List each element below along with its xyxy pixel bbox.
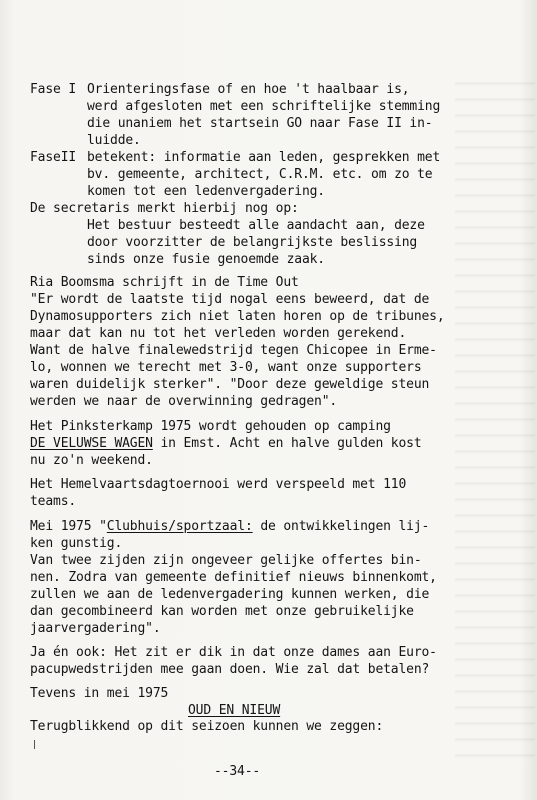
clubhuis-line1-pre: Mei 1975 " bbox=[30, 519, 107, 534]
fase2-lead: FaseII bbox=[30, 150, 77, 165]
timeout-line4: maar dat kan nu tot het verleden worden gerekend. bbox=[30, 326, 407, 341]
clubhuis-line2: ken gunstig. bbox=[30, 536, 123, 551]
fase1-line1: Orienteringsfase of en hoe 't haalbaar is, bbox=[87, 82, 410, 97]
oud-en-nieuw-heading: OUD EN NIEUW bbox=[188, 703, 281, 718]
fase1-line2: werd afgesloten met een schriftelijke stemming bbox=[87, 99, 441, 114]
timeout-line2: "Er wordt de laatste tijd nogal eens beweerd, dat de bbox=[30, 292, 430, 307]
clubhuis-topic: Clubhuis/sportzaal: bbox=[106, 519, 253, 534]
pinksterkamp-line3: nu zo'n weekend. bbox=[30, 453, 153, 468]
clubhuis-line3: Van twee zijden zijn ongeveer gelijke offertes bin- bbox=[30, 553, 422, 568]
camping-name: DE VELUWSE WAGEN bbox=[30, 436, 153, 451]
fase2-line2: bv. gemeente, architect, C.R.M. etc. om zo te bbox=[87, 167, 433, 182]
timeout-line1: Ria Boomsma schrijft in de Time Out bbox=[30, 275, 299, 290]
hemelvaart-line2: teams. bbox=[30, 494, 77, 509]
clubhuis-line1-post: de ontwikkelingen lij- bbox=[252, 519, 430, 534]
fase2-line3: komen tot een ledenvergadering. bbox=[87, 184, 325, 199]
europa-line1: Ja én ook: Het zit er dik in dat onze dames aan Euro- bbox=[30, 645, 437, 660]
clubhuis-line7: jaarvergadering". bbox=[30, 621, 161, 636]
tevens-line: Tevens in mei 1975 bbox=[30, 686, 169, 701]
clubhuis-line1 bbox=[30, 519, 429, 535]
pinksterkamp-line2 bbox=[30, 436, 422, 452]
hemelvaart-line1: Het Hemelvaartsdagtoernooi werd verspeeld met 110 bbox=[30, 477, 407, 492]
show-through bbox=[455, 70, 535, 770]
timeout-line7: waren duidelijk sterker". "Door deze geweldige steun bbox=[30, 377, 430, 392]
page-number: --34-- bbox=[214, 764, 261, 779]
timeout-line5: Want de halve finalewedstrijd tegen Chicopee in Erme- bbox=[30, 343, 437, 358]
clubhuis-line4: nen. Zodra van gemeente definitief nieuws binnenkomt, bbox=[30, 570, 437, 585]
terugblik-line: Terugblikkend op dit seizoen kunnen we zeggen: bbox=[30, 719, 384, 734]
secretaris-line1: Het bestuur besteedt alle aandacht aan, deze bbox=[87, 218, 425, 233]
clubhuis-line5: zullen we aan de ledenvergadering kunnen werken, die bbox=[30, 587, 430, 602]
stray-mark bbox=[34, 740, 35, 749]
timeout-line6: lo, wonnen we terecht met 3-0, want onze supporters bbox=[30, 360, 422, 375]
timeout-line3: Dynamosupporters zich niet laten horen op de tribunes, bbox=[30, 309, 445, 324]
secretaris-line2: door voorzitter de belangrijkste beslissing bbox=[87, 235, 418, 250]
pinksterkamp-line2-rest: in Emst. Acht en halve gulden kost bbox=[152, 436, 422, 451]
europa-line2: pacupwedstrijden mee gaan doen. Wie zal dat betalen? bbox=[30, 662, 430, 677]
fase1-line4: luidde. bbox=[87, 133, 141, 148]
fase1-lead: Fase I bbox=[30, 82, 77, 97]
fase2-line1: betekent: informatie aan leden, gesprekken met bbox=[87, 150, 441, 165]
timeout-line8: werden we naar de overwinning gedragen". bbox=[30, 394, 338, 409]
pinksterkamp-line1: Het Pinksterkamp 1975 wordt gehouden op camping bbox=[30, 419, 391, 434]
secretaris-line3: sinds onze fusie genoemde zaak. bbox=[87, 252, 325, 267]
secretaris-intro: De secretaris merkt hierbij nog op: bbox=[30, 201, 299, 216]
clubhuis-line6: dan gecombineerd kan worden met onze gebruikelijke bbox=[30, 604, 414, 619]
fase1-line3: die unaniem het startsein GO naar Fase II in- bbox=[87, 116, 433, 131]
